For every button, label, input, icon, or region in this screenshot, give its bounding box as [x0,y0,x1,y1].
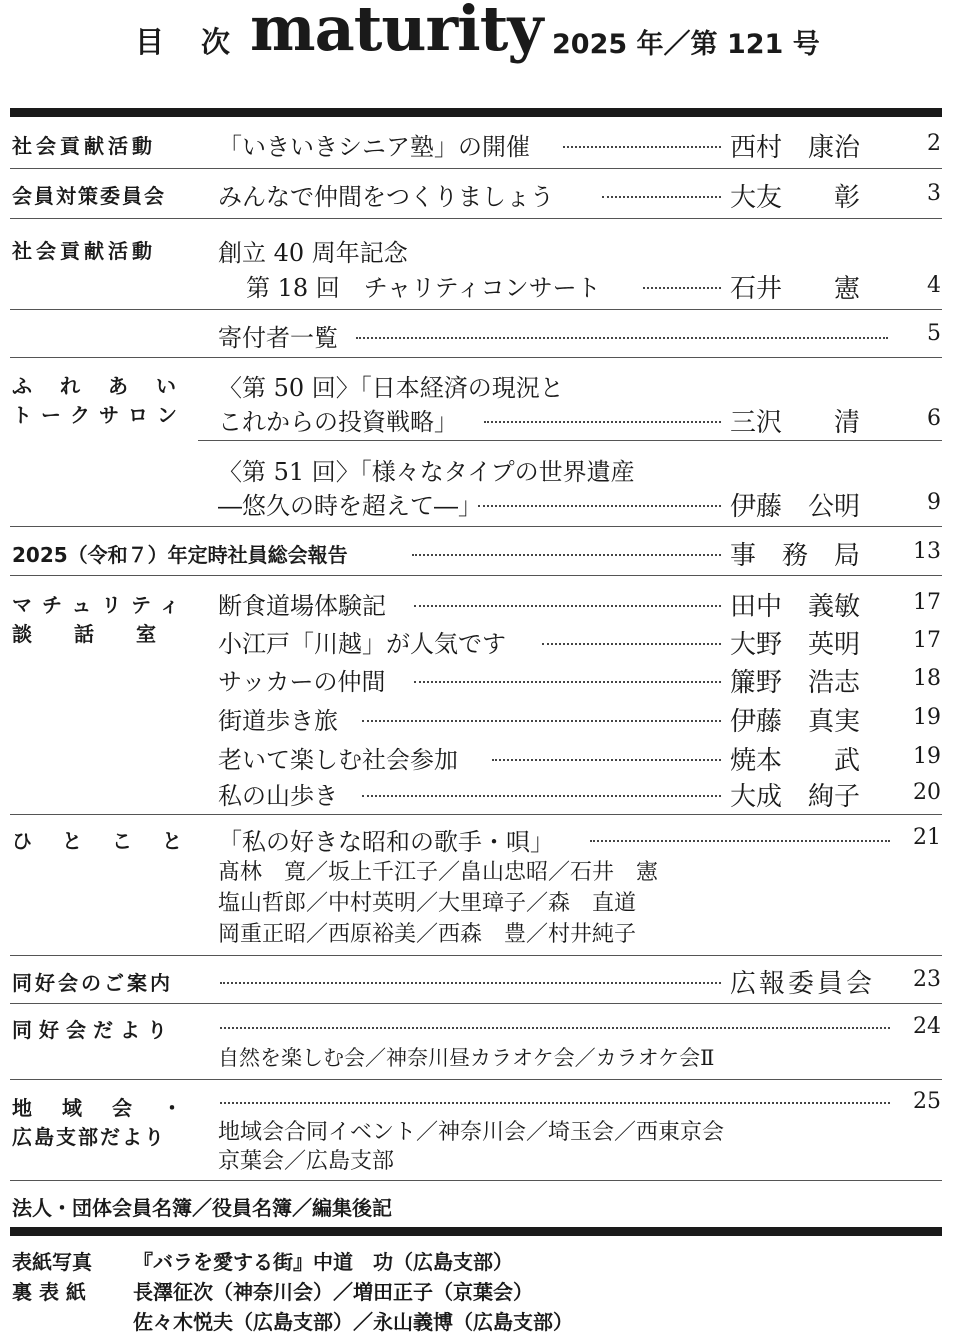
section-label[interactable]: 2025（令和７）年定時社員総会報告 [12,543,348,567]
divider [10,955,942,956]
section-label: 社会貢献活動 [12,239,156,263]
leader-dots [362,795,721,797]
article-title[interactable]: サッカーの仲間 [218,668,386,696]
section-label: マチュリティ [12,593,190,617]
leader-dots [414,605,721,607]
page-number: 19 [913,705,941,730]
magazine-logo: maturity [250,0,543,65]
article-title[interactable]: 「私の好きな昭和の歌手・唄」 [218,828,554,856]
bottom-divider [10,1227,942,1236]
article-author: 西村 康治 [730,133,861,163]
leader-dots [412,554,721,556]
article-title-line2[interactable]: これからの投資戦略」 [218,408,458,436]
page-number: 5 [927,321,941,346]
contributor-names: 塩山哲郎／中村英明／大里璋子／森 直道 [218,891,637,916]
article-author: 焼本 武 [730,746,861,776]
leader-dots [220,1027,890,1029]
article-author: 広報委員会 [730,969,876,999]
article-author: 事 務 局 [730,541,861,571]
back-cover-label: 裏 表 紙 [12,1280,86,1304]
section-label[interactable]: 法人・団体会員名簿／役員名簿／編集後記 [12,1196,392,1220]
article-author: 大成 絢子 [730,782,861,812]
leader-dots [220,982,721,984]
article-author: 田中 義敏 [730,592,861,622]
page-number: 20 [913,780,941,805]
divider [10,218,942,219]
section-label: ひとこと [12,829,212,853]
section-label: 社会貢献活動 [12,134,156,158]
cover-photo-credit: 『バラを愛する街』中道 功（広島支部） [133,1250,513,1274]
divider [10,168,942,169]
article-author: 伊藤 真実 [730,707,861,737]
divider [10,814,942,815]
cover-photo-label: 表紙写真 [12,1250,92,1274]
leader-dots [220,1102,890,1104]
section-label-line2[interactable]: 広島支部だより [12,1125,166,1149]
article-title[interactable]: 断食道場体験記 [218,592,386,620]
section-label: ふれあい [12,374,204,398]
article-author: 簾野 浩志 [730,668,861,698]
contributor-names: 岡重正昭／西原裕美／西森 豊／村井純子 [218,922,637,947]
top-divider [10,108,942,117]
leader-dots [484,421,721,423]
club-list: 自然を楽しむ会／神奈川昼カラオケ会／カラオケ会Ⅱ [218,1046,715,1070]
divider [10,1003,942,1004]
leader-dots [602,196,721,198]
section-label[interactable]: 同好会のご案内 [12,971,173,995]
divider [10,357,942,358]
divider [10,526,942,527]
issue-number: 2025 年／第 121 号 [552,29,820,60]
back-cover-credit: 佐々木悦夫（広島支部）／永山義博（広島支部） [133,1310,573,1334]
article-title[interactable]: 〈第 50 回〉「日本経済の現況と [218,374,564,402]
article-title-line2[interactable]: 第 18 回 チャリティコンサート [246,274,601,302]
leader-dots [492,759,721,761]
article-title[interactable]: 老いて楽しむ社会参加 [218,746,458,774]
divider [10,309,942,310]
page-number: 24 [913,1014,941,1039]
article-title[interactable]: 私の山歩き [218,782,338,810]
article-author: 三沢 清 [730,408,861,438]
section-label: 会員対策委員会 [12,184,166,208]
leader-dots [563,146,721,148]
section-label[interactable]: 同好会だより [12,1018,174,1042]
page-number: 4 [927,273,941,298]
article-title[interactable]: 寄付者一覧 [218,324,338,352]
leader-dots [362,720,721,722]
page-number: 13 [913,539,941,564]
divider [10,1180,942,1181]
page-number: 17 [913,590,941,615]
article-author: 大野 英明 [730,630,861,660]
page-number: 6 [927,406,941,431]
article-title[interactable]: 〈第 51 回〉「様々なタイプの世界遺産 [218,458,635,486]
article-title[interactable]: 街道歩き旅 [218,707,338,735]
article-author: 大友 彰 [730,183,861,213]
page-number: 19 [913,744,941,769]
article-title-line2[interactable]: ―悠久の時を超えて―」 [218,492,482,520]
divider [10,1079,942,1080]
page-number: 2 [927,131,941,156]
leader-dots [643,287,721,289]
article-title[interactable]: みんなで仲間をつくりましょう [218,183,554,211]
page-number: 23 [913,967,941,992]
regional-list: 地域会合同イベント／神奈川会／埼玉会／西東京会 [218,1120,725,1145]
leader-dots [542,643,721,645]
article-author: 石井 憲 [730,274,861,304]
divider [10,575,942,576]
page-number: 3 [927,181,941,206]
toc-heading: 目 次 [135,25,235,59]
regional-list: 京葉会／広島支部 [218,1149,395,1174]
page-number: 21 [913,825,941,850]
article-title[interactable]: 小江戸「川越」が人気です [218,630,506,658]
page-number: 18 [913,666,941,691]
article-author: 伊藤 公明 [730,492,861,522]
section-label[interactable]: 地域会・ [12,1096,212,1120]
page-number: 25 [913,1089,941,1114]
contributor-names: 髙林 寛／坂上千江子／畠山忠昭／石井 憲 [218,860,659,885]
leader-dots [414,681,721,683]
leader-dots [356,337,888,339]
page-number: 17 [913,628,941,653]
leader-dots [590,840,890,842]
back-cover-credit: 長澤征次（神奈川会）／増田正子（京葉会） [133,1280,533,1304]
divider [198,440,942,441]
article-title[interactable]: 創立 40 周年記念 [218,239,408,267]
article-title[interactable]: 「いきいきシニア塾」の開催 [218,133,530,161]
section-label-line2: トークサロン [12,403,186,427]
page-number: 9 [927,490,941,515]
leader-dots [478,505,721,507]
section-label-line2: 談話室 [12,622,198,646]
